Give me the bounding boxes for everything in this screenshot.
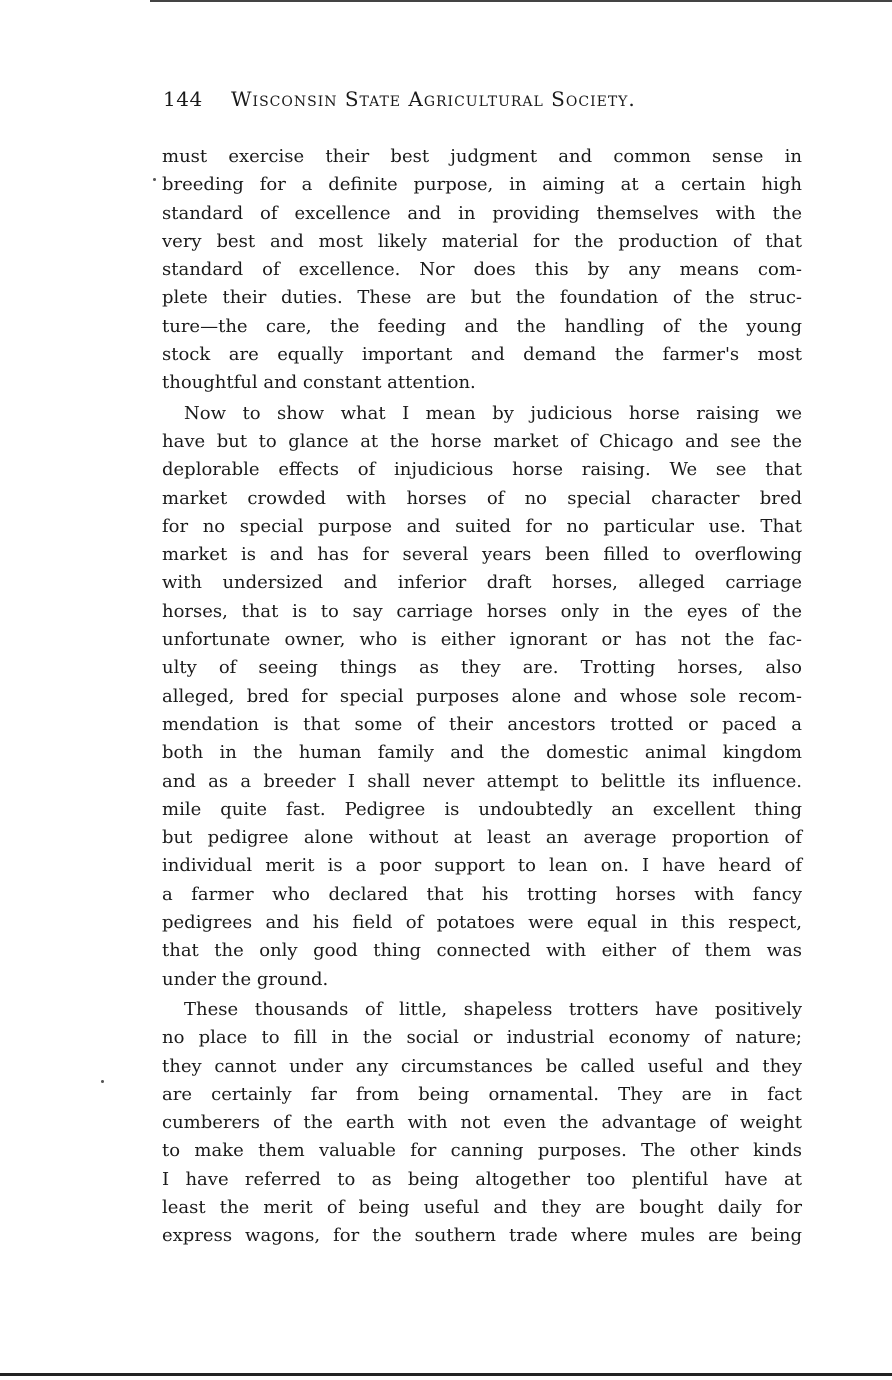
top-border-rule: [150, 0, 892, 2]
text-line: alleged, bred for special purposes alone and whose sole recom-: [162, 685, 802, 707]
text-line: express wagons, for the southern trade where mules are being: [162, 1225, 802, 1247]
text-line: no place to fill in the social or industrial economy of nature;: [162, 1027, 802, 1049]
text-line: Now to show what I mean by judicious horse raising we: [184, 402, 802, 424]
text-line: These thousands of little, shapeless trotters have positively: [184, 998, 802, 1020]
paragraph: [162, 143, 802, 398]
scan-speck: [153, 178, 156, 181]
text-line: mendation is that some of their ancestors trotted or paced a: [162, 713, 802, 735]
text-line: breeding for a definite purpose, in aiming at a certain high: [162, 174, 802, 196]
text-line: cumberers of the earth with not even the advantage of weight: [162, 1112, 802, 1134]
text-line: stock are equally important and demand the farmer's most: [162, 344, 802, 366]
text-line: plete their duties. These are but the foundation of the struc-: [162, 287, 802, 309]
text-line: market crowded with horses of no special character bred: [162, 487, 802, 509]
bottom-border-rule: [0, 1373, 892, 1376]
text-line: least the merit of being useful and they are bought daily for: [162, 1196, 802, 1218]
text-line: under the ground.: [162, 968, 329, 990]
text-line: mile quite fast. Pedigree is undoubtedly an excellent thing: [162, 798, 802, 820]
body-text: [162, 143, 802, 1253]
text-line: to make them valuable for canning purposes. The other kinds: [162, 1140, 802, 1162]
text-line: very best and most likely material for the production of that: [162, 230, 802, 252]
text-line: both in the human family and the domestic animal kingdom: [162, 742, 802, 764]
text-line: they cannot under any circumstances be called useful and they: [162, 1055, 802, 1077]
text-line: have but to glance at the horse market of Chicago and see the: [162, 430, 802, 452]
text-line: unfortunate owner, who is either ignorant or has not the fac-: [162, 629, 802, 651]
text-line: standard of excellence and in providing themselves with the: [162, 202, 802, 224]
running-title: Wisconsin State Agricultural Society.: [231, 87, 636, 111]
paragraph: [162, 400, 802, 994]
text-line: deplorable effects of injudicious horse raising. We see that: [162, 459, 802, 481]
page-number: 144: [163, 87, 203, 111]
text-line: but pedigree alone without at least an average proportion of: [162, 827, 802, 849]
text-line: are certainly far from being ornamental. They are in fact: [162, 1083, 802, 1105]
text-line: ulty of seeing things as they are. Trotting horses, also: [162, 657, 802, 679]
text-line: thoughtful and constant attention.: [162, 372, 476, 394]
paragraph: [162, 996, 802, 1251]
text-line: I have referred to as being altogether too plentiful have at: [162, 1168, 802, 1190]
text-line: horses, that is to say carriage horses only in the eyes of the: [162, 600, 802, 622]
text-line: a farmer who declared that his trotting horses with fancy: [162, 883, 802, 905]
running-head: [163, 87, 723, 117]
text-line: and as a breeder I shall never attempt to belittle its influence.: [162, 770, 802, 792]
text-line: for no special purpose and suited for no particular use. That: [162, 515, 802, 537]
text-line: that the only good thing connected with either of them was: [162, 940, 802, 962]
scan-speck: [101, 1080, 104, 1083]
text-line: ture—the care, the feeding and the handling of the young: [162, 315, 802, 337]
text-line: pedigrees and his field of potatoes were equal in this respect,: [162, 912, 802, 934]
text-line: standard of excellence. Nor does this by any means com-: [162, 259, 802, 281]
text-line: with undersized and inferior draft horses, alleged carriage: [162, 572, 802, 594]
text-line: market is and has for several years been filled to overflowing: [162, 544, 802, 566]
text-line: individual merit is a poor support to lean on. I have heard of: [162, 855, 802, 877]
text-line: must exercise their best judgment and common sense in: [162, 146, 802, 167]
